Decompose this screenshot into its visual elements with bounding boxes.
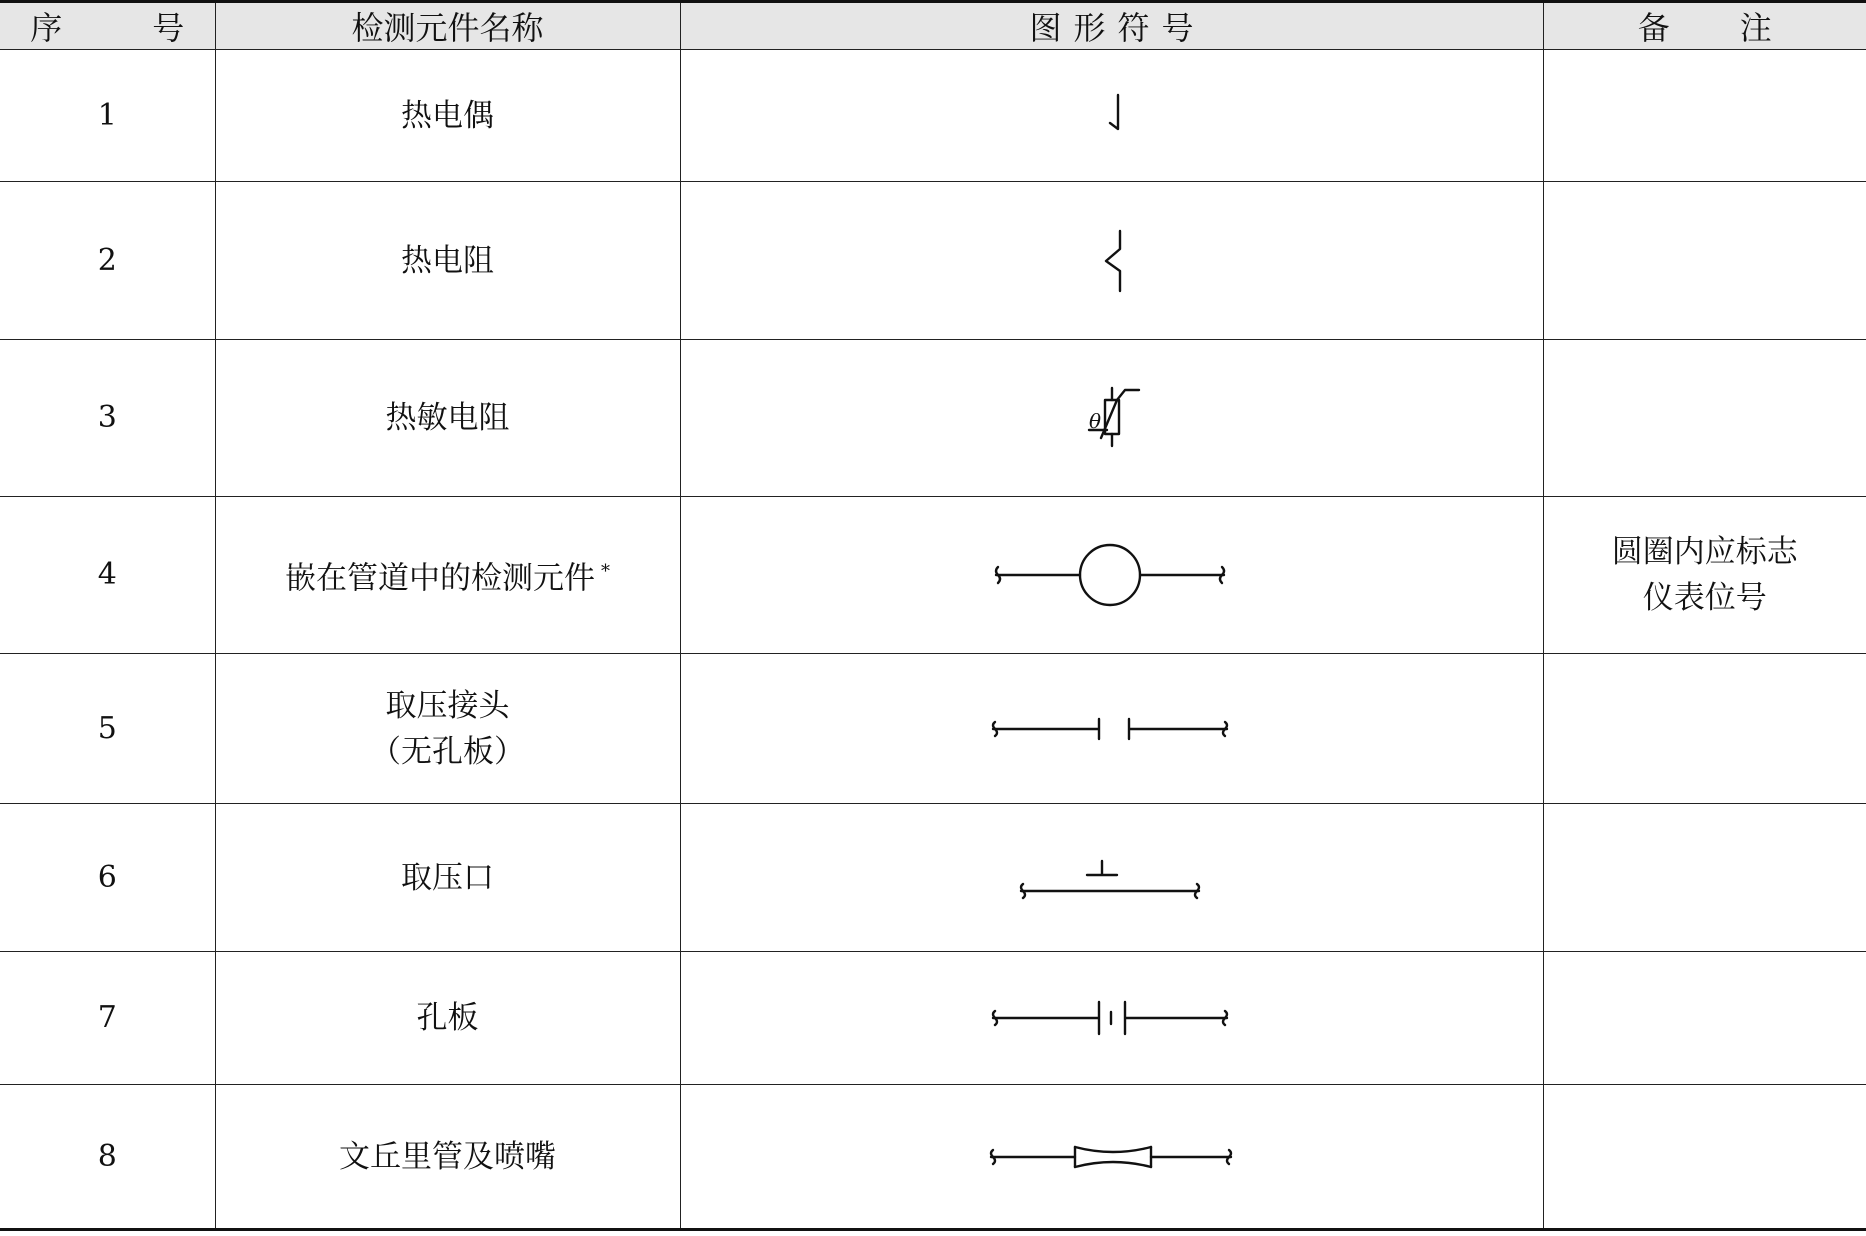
element-name: 孔板 [215, 952, 680, 1085]
row-number: 1 [0, 50, 215, 182]
table-row [0, 182, 1866, 340]
table-row [0, 804, 1866, 952]
element-name: 热电偶 [215, 50, 680, 182]
element-name-line-1: 取压接头 [385, 687, 510, 724]
element-name: 文丘里管及喷嘴 [215, 1085, 680, 1230]
pressure-tap-fitting-symbol-icon [989, 709, 1235, 749]
symbol-cell [680, 50, 1543, 182]
symbol-cell [680, 340, 1543, 497]
header-remarks [1543, 2, 1866, 50]
header-symbol-char-1: 图 [1029, 9, 1062, 47]
row-number: 7 [0, 952, 215, 1085]
row-number: 6 [0, 804, 215, 952]
element-name: 热电阻 [215, 182, 680, 340]
symbol-cell [680, 497, 1543, 654]
row-number: 2 [0, 182, 215, 340]
header-serial-char-2: 号 [152, 9, 185, 47]
symbol-cell [680, 654, 1543, 804]
table-row [0, 952, 1866, 1085]
thermocouple-symbol-icon [1092, 91, 1132, 141]
symbol-cell [680, 804, 1543, 952]
inline-pipe-element-symbol-icon [992, 540, 1232, 610]
theta-label: θ [1088, 409, 1101, 433]
header-graphic-symbol [680, 2, 1543, 50]
orifice-plate-symbol-icon [989, 996, 1235, 1040]
row-number: 3 [0, 340, 215, 497]
thermistor-symbol-icon [1077, 386, 1147, 450]
remark-cell [1543, 182, 1866, 340]
remark-line-2: 仪表位号 [1642, 580, 1767, 616]
remark-cell [1543, 952, 1866, 1085]
header-element-name: 检测元件名称 [215, 2, 680, 50]
element-name-line-2: （无孔板） [370, 733, 525, 770]
footnote-asterisk: * [601, 560, 610, 582]
remark-cell [1543, 1085, 1866, 1230]
header-serial-number [0, 2, 215, 50]
element-name [215, 497, 680, 654]
header-remarks-char-2: 注 [1739, 9, 1772, 47]
table-row [0, 340, 1866, 497]
header-remarks-char-1: 备 [1637, 9, 1670, 47]
table-header [0, 2, 1866, 50]
thermal-resistance-symbol-icon [1092, 229, 1132, 293]
symbol-cell [680, 1085, 1543, 1230]
row-number: 8 [0, 1085, 215, 1230]
table-row [0, 50, 1866, 182]
element-name [215, 654, 680, 804]
pressure-port-symbol-icon [1017, 853, 1207, 903]
table-body [0, 50, 1866, 1230]
table-row [0, 1085, 1866, 1230]
symbol-cell [680, 182, 1543, 340]
header-symbol-char-2: 形 [1073, 9, 1106, 47]
header-symbol-char-4: 号 [1161, 9, 1194, 47]
row-number: 4 [0, 497, 215, 654]
element-name-text: 嵌在管道中的检测元件 [285, 560, 595, 597]
header-row [0, 2, 1866, 50]
header-symbol-char-3: 符 [1117, 9, 1150, 47]
header-serial-char-1: 序 [30, 9, 63, 47]
remark-cell [1543, 50, 1866, 182]
table-row [0, 654, 1866, 804]
element-name: 热敏电阻 [215, 340, 680, 497]
remark-cell [1543, 654, 1866, 804]
remark-cell [1543, 340, 1866, 497]
row-number: 5 [0, 654, 215, 804]
remark-cell [1543, 804, 1866, 952]
symbol-cell [680, 952, 1543, 1085]
venturi-nozzle-symbol-icon [987, 1137, 1237, 1177]
remark-cell [1543, 497, 1866, 654]
element-name: 取压口 [215, 804, 680, 952]
remark-line-1: 圆圈内应标志 [1611, 534, 1798, 570]
table-row [0, 497, 1866, 654]
